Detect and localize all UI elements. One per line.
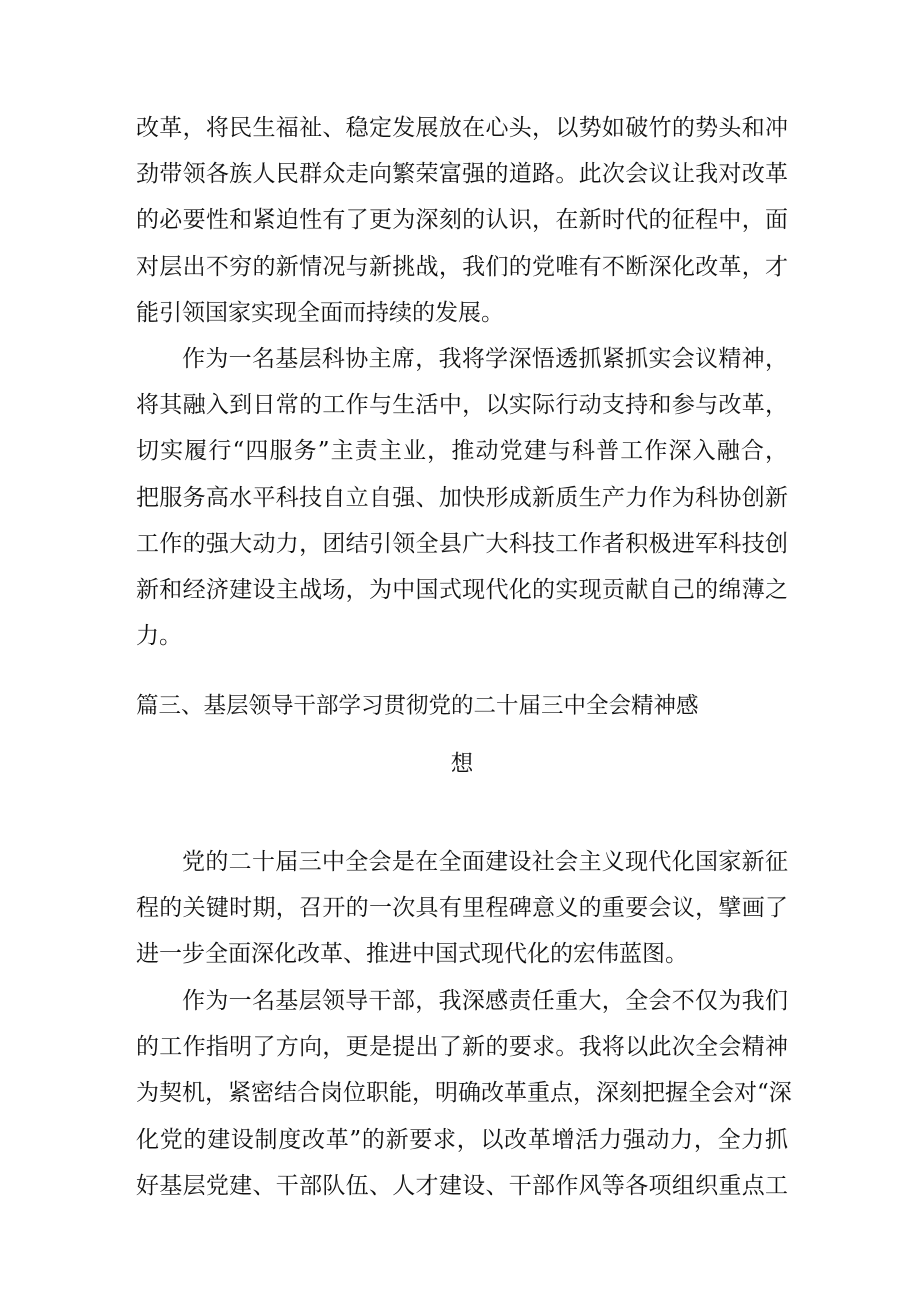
text-line: 力。: [136, 623, 182, 650]
text-line: 能引领国家实现全面而持续的发展。: [136, 299, 504, 326]
text-line: 切实履行“四服务”主责主业，推动党建与科普工作深入融合，: [136, 438, 788, 465]
paragraph-reform-continuation: [136, 105, 788, 336]
paragraph-science-association: [136, 336, 788, 659]
text-line: 化党的建设制度改革”的新要求，以改革增活力强动力，全力抓: [136, 1126, 788, 1153]
text-line: 好基层党建、干部队伍、人才建设、干部作风等各项组织重点工: [136, 1172, 788, 1199]
text-line: 的工作指明了方向，更是提出了新的要求。我将以此次全会精神: [136, 1034, 788, 1061]
text-line: 工作的强大动力，团结引领全县广大科技工作者积极进军科技创: [136, 530, 788, 557]
text-line: 新和经济建设主战场，为中国式现代化的实现贡献自己的绵薄之: [136, 576, 788, 603]
text-line: 党的二十届三中全会是在全面建设社会主义现代化国家新征: [182, 849, 788, 875]
text-line: 对层出不穷的新情况与新挑战，我们的党唯有不断深化改革，才: [136, 253, 788, 280]
text-line: 劲带领各族人民群众走向繁荣富强的道路。此次会议让我对改革: [136, 161, 788, 188]
section-title-line: 想: [450, 751, 474, 777]
text-line: 把服务高水平科技自立自强、加快形成新质生产力作为科协创新: [136, 484, 788, 511]
text-line: 作为一名基层领导干部，我深感责任重大，全会不仅为我们: [182, 988, 788, 1014]
text-line: 程的关键时期，召开的一次具有里程碑意义的重要会议，擘画了: [136, 895, 788, 922]
text-line: 为契机，紧密结合岗位职能，明确改革重点，深刻把握全会对“深: [136, 1080, 792, 1107]
paragraph-plenum-intro: [136, 839, 788, 978]
paragraph-leader-responsibility: [136, 978, 792, 1209]
text-line: 的必要性和紧迫性有了更为深刻的认识，在新时代的征程中，面: [136, 207, 788, 234]
text-line: 作为一名基层科协主席，我将学深悟透抓紧抓实会议精神，: [182, 346, 788, 372]
text-line: 将其融入到日常的工作与生活中，以实际行动支持和参与改革，: [136, 392, 788, 419]
section-heading: [136, 677, 788, 793]
section-title-line: 篇三、基层领导干部学习贯彻党的二十届三中全会精神感: [136, 693, 699, 719]
text-line: 改革，将民生福祉、稳定发展放在心头，以势如破竹的势头和冲: [136, 115, 788, 141]
text-line: 进一步全面深化改革、推进中国式现代化的宏伟蓝图。: [136, 941, 688, 968]
